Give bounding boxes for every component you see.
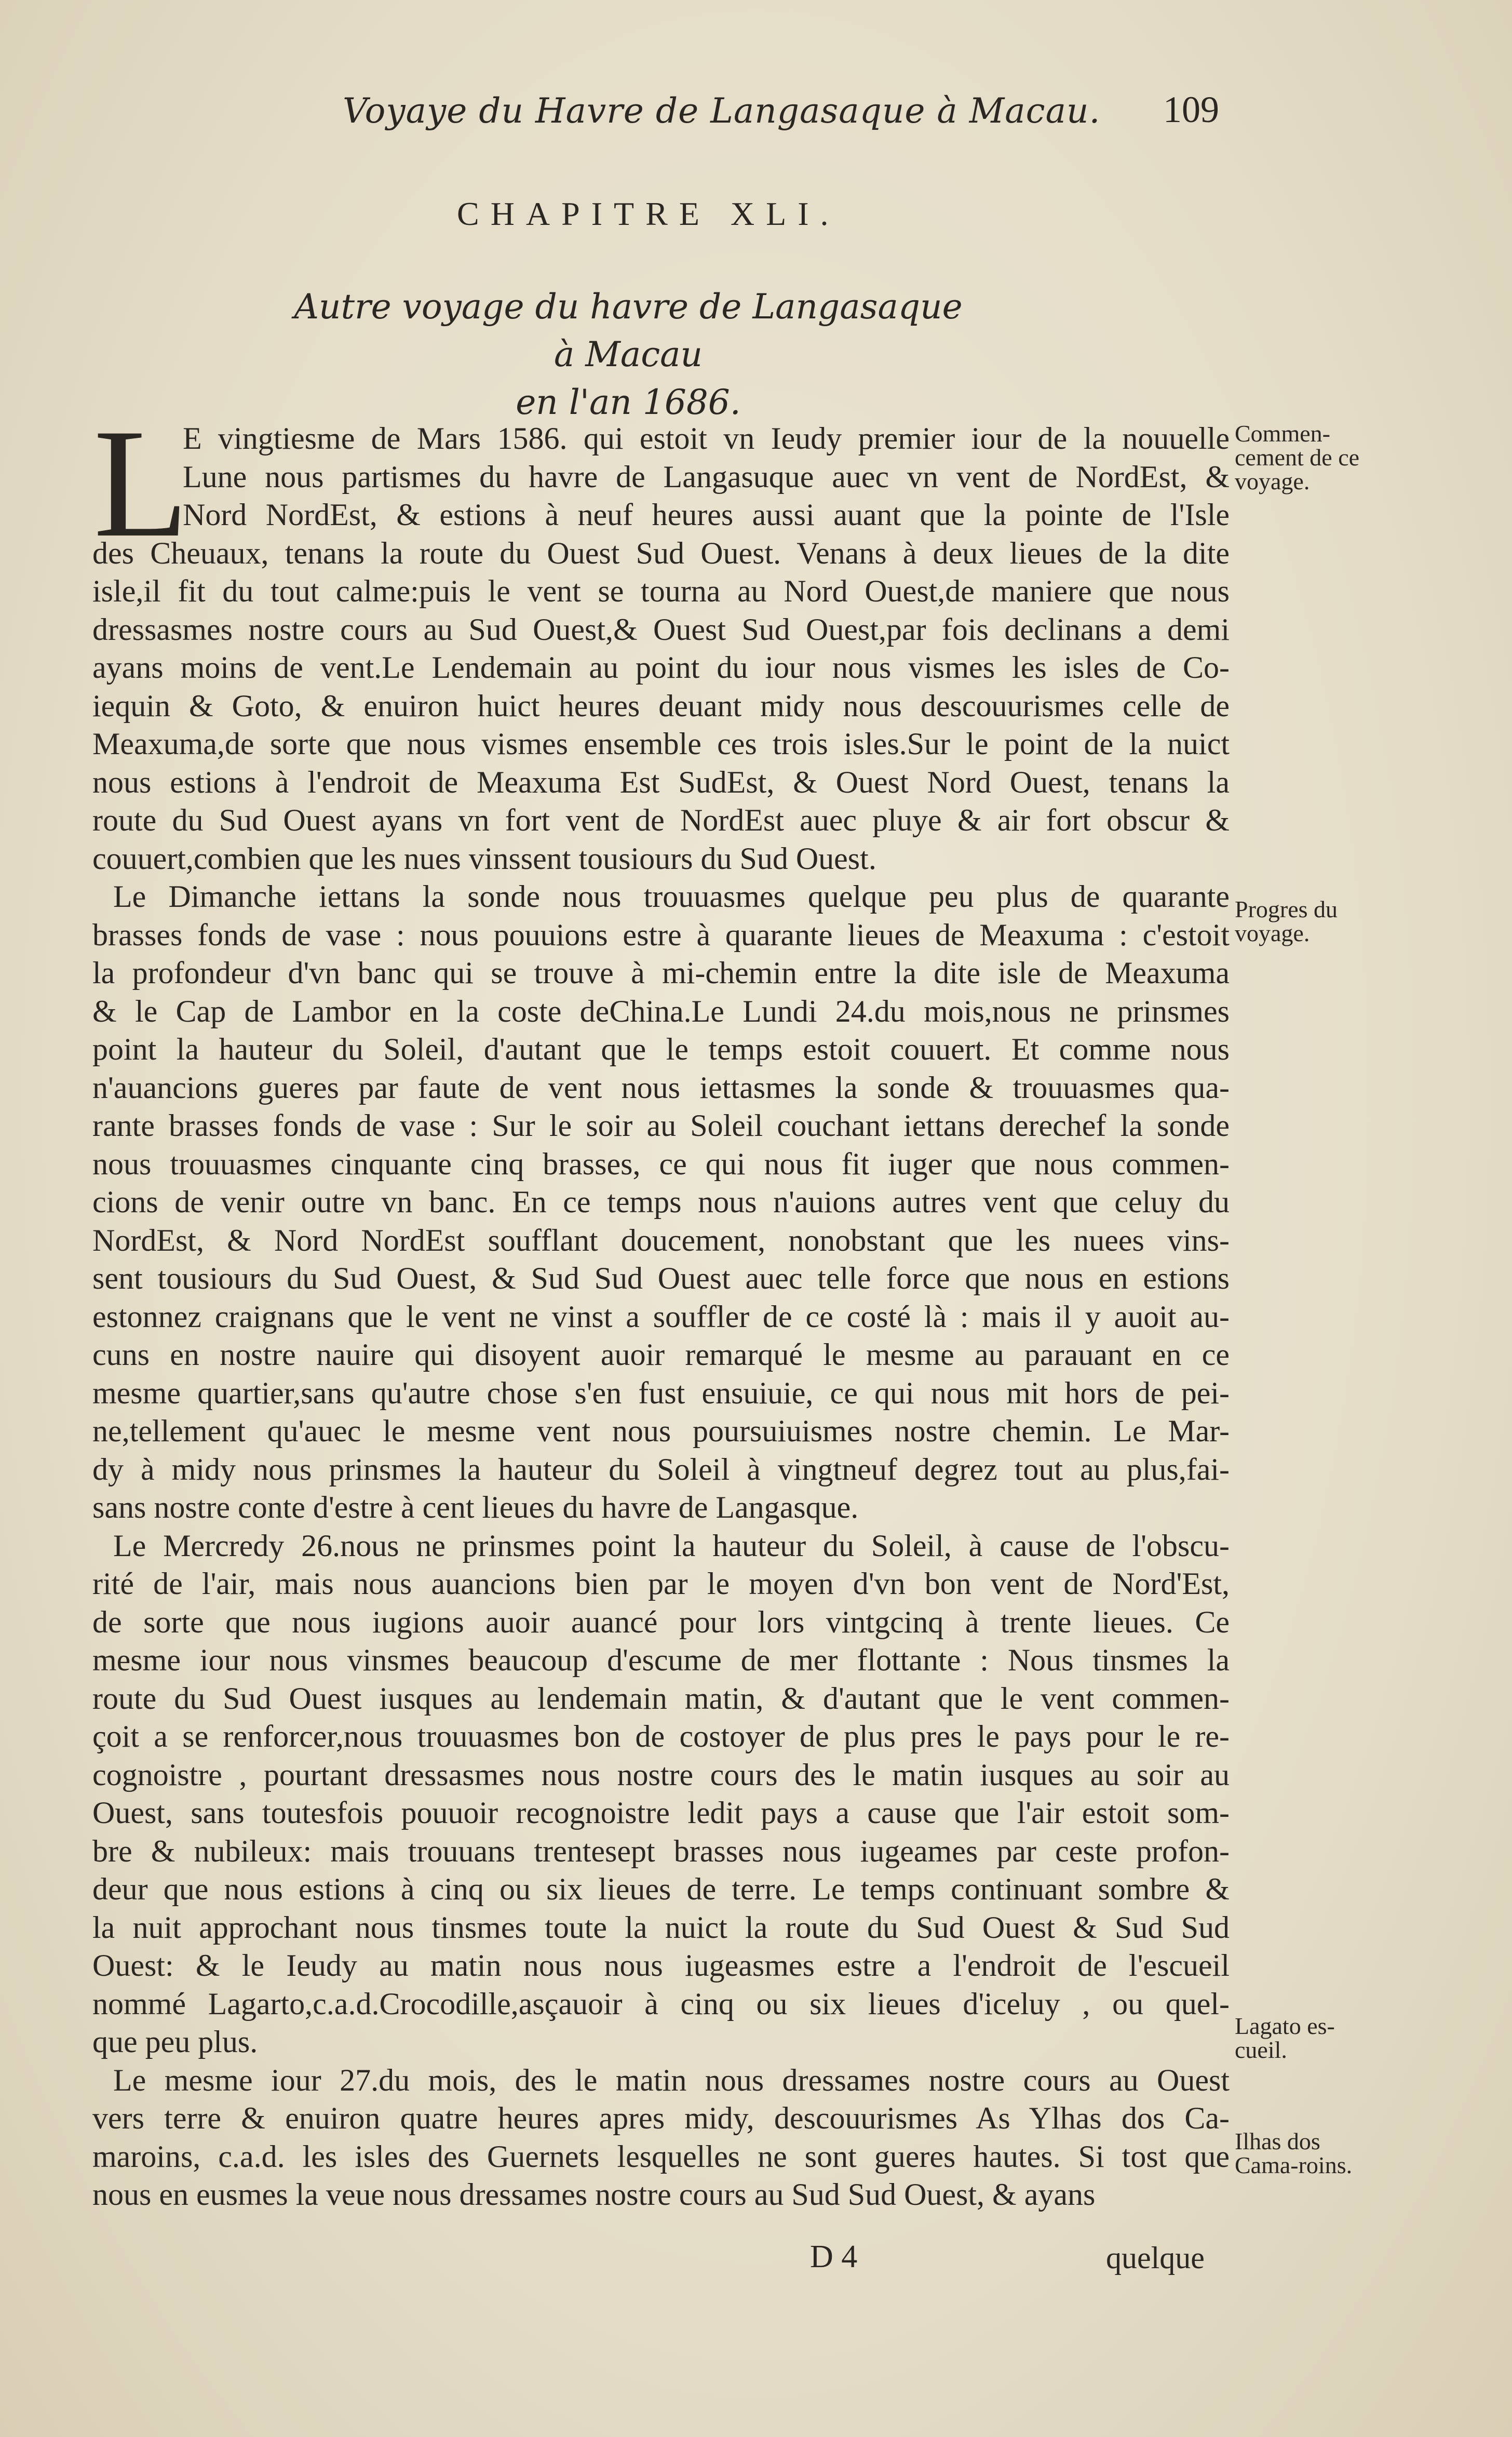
text-line: cions de venir outre vn banc. En ce temps nous n'auions autres vent que celuy du [92,1185,1230,1219]
chapter-title-line: en l'an 1686. [516,382,741,422]
text-line: & le Cap de Lambor en la coste deChina.Le Lundi 24.du mois,nous ne prinsmes [92,994,1230,1028]
text-line: cognoistre , pourtant dressasmes nous nostre cours des le matin iusques au soir au [92,1757,1230,1792]
text-line: route du Sud Ouest ayans vn fort vent de NordEst auec pluye & air fort obscur & [92,803,1230,837]
running-title: Voyaye du Havre de Langasaque à Macau. [343,91,1101,131]
text-line: vers terre & enuiron quatre heures apres midy, descouurismes As Ylhas dos Ca- [92,2101,1230,2135]
text-line: n'auancions gueres par faute de vent nous iettasmes la sonde & trouuasmes qua- [92,1070,1230,1105]
text-line: isle,il fit du tout calme:puis le vent se tourna au Nord Ouest,de maniere que nous [92,574,1230,608]
marginal-note: Ilhas dos Cama-roins. [1235,2128,1353,2178]
catchword: quelque [1106,2241,1205,2275]
chapter-heading: CHAPITRE XLI. [457,195,840,232]
text-line: rante brasses fonds de vase : Sur le soir au Soleil couchant iettans derechef la sonde [92,1108,1230,1143]
drop-cap: L [93,397,189,569]
text-line: dy à midy nous prinsmes la hauteur du Soleil à vingtneuf degrez tout au plus,fai- [92,1452,1230,1487]
text-line: mesme iour nous vinsmes beaucoup d'escume de mer flottante : Nous tinsmes la [92,1643,1230,1677]
marginal-note: Progres du voyage. [1235,896,1338,946]
text-line: estonnez craignans que le vent ne vinst a souffler de ce costé là : mais il y auoit au- [92,1299,1230,1334]
text-line: Ouest: & le Ieudy au matin nous nous iugeasmes estre a l'endroit de l'escueil [92,1948,1230,1983]
text-line: que peu plus. [92,2025,258,2059]
text-line: maroins, c.a.d. les isles des Guernets lesquelles ne sont gueres hautes. Si tost que [92,2139,1230,2174]
text-line: Meaxuma,de sorte que nous vismes ensemble ces trois isles.Sur le point de la nuict [92,727,1230,761]
text-line: iequin & Goto, & enuiron huict heures deuant midy nous descouurismes celle de [92,688,1230,723]
text-line: la nuit approchant nous tinsmes toute la nuict la route du Sud Ouest & Sud Sud [92,1910,1230,1945]
body-text [92,420,1230,2214]
text-line: route du Sud Ouest iusques au lendemain matin, & d'autant que le vent commen- [92,1681,1230,1716]
text-line: ayans moins de vent.Le Lendemain au point du iour nous vismes les isles de Co- [92,650,1230,685]
text-line: cuns en nostre nauire qui disoyent auoir remarqué le mesme au parauant en ce [92,1337,1230,1372]
text-line: sent tousiours du Sud Ouest, & Sud Sud Ouest auec telle force que nous en estions [92,1261,1230,1295]
text-line: bre & nubileux: mais trouuans trentesept brasses nous iugeames par ceste profon- [92,1833,1230,1868]
marginal-note: Lagato es-cueil. [1235,2013,1335,2063]
text-line: Le Mercredy 26.nous ne prinsmes point la hauteur du Soleil, à cause de l'obscu- [113,1528,1230,1563]
text-line: point la hauteur du Soleil, d'autant que le temps estoit couuert. Et comme nous [92,1032,1230,1066]
text-line: nous estions à l'endroit de Meaxuma Est SudEst, & Ouest Nord Ouest, tenans la [92,765,1230,799]
text-line: nommé Lagarto,c.a.d.Crocodille,asçauoir à cinq ou six lieues d'iceluy , ou quel- [92,1986,1230,2021]
text-line: Ouest, sans toutesfois pouuoir recognoistre ledit pays a cause que l'air estoit som- [92,1796,1230,1830]
text-line: Le mesme iour 27.du mois, des le matin nous dressames nostre cours au Ouest [113,2063,1230,2097]
page-number: 109 [1163,89,1219,130]
text-line: nous trouuasmes cinquante cinq brasses, ce qui nous fit iuger que nous commen- [92,1146,1230,1181]
text-line: Nord NordEst, & estions à neuf heures aussi auant que la pointe de l'Isle [183,498,1230,532]
text-line: de sorte que nous iugions auoir auancé pour lors vintgcinq à trente lieues. Ce [92,1604,1230,1639]
text-line: dressasmes nostre cours au Sud Ouest,& Ouest Sud Ouest,par fois declinans a demi [92,612,1230,647]
text-line: brasses fonds de vase : nous pouuions estre à quarante lieues de Meaxuma : c'estoit [92,917,1230,952]
text-line: Le Dimanche iettans la sonde nous trouuasmes quelque peu plus de quarante [113,879,1230,914]
text-line: çoit a se renforcer,nous trouuasmes bon de costoyer de plus pres le pays pour le re- [92,1719,1230,1753]
marginal-note: Commen-cement de ce voyage. [1235,420,1360,494]
text-line: sans nostre conte d'estre à cent lieues du havre de Langasque. [92,1490,859,1524]
text-line: mesme quartier,sans qu'autre chose s'en fust ensuiuie, ce qui nous mit hors de pei- [92,1375,1230,1410]
text-line: la profondeur d'vn banc qui se trouve à mi-chemin entre la dite isle de Meaxuma [92,956,1230,990]
signature-mark: D 4 [810,2239,858,2274]
chapter-title-line: Autre voyage du havre de Langasaque à Macau [294,287,963,374]
text-line: couuert,combien que les nues vinssent tousiours du Sud Ouest. [92,841,876,876]
text-line: nous en eusmes la veue nous dressames nostre cours au Sud Sud Ouest, & ayans [92,2177,1096,2212]
chapter-title [291,283,966,426]
text-line: NordEst, & Nord NordEst soufflant doucement, nonobstant que les nuees vins- [92,1223,1230,1257]
text-line: des Cheuaux, tenans la route du Ouest Sud Ouest. Venans à deux lieues de la dite [92,535,1230,570]
text-line: Lune nous partismes du havre de Langasuque auec vn vent de NordEst, & [183,459,1230,494]
text-line: E vingtiesme de Mars 1586. qui estoit vn Ieudy premier iour de la nouuelle [183,421,1230,456]
text-line: ne,tellement qu'auec le mesme vent nous poursuiuismes nostre chemin. Le Mar- [92,1414,1230,1448]
text-line: deur que nous estions à cinq ou six lieues de terre. Le temps continuant sombre & [92,1872,1230,1906]
text-line: rité de l'air, mais nous auancions bien par le moyen d'vn bon vent de Nord'Est, [92,1566,1230,1601]
